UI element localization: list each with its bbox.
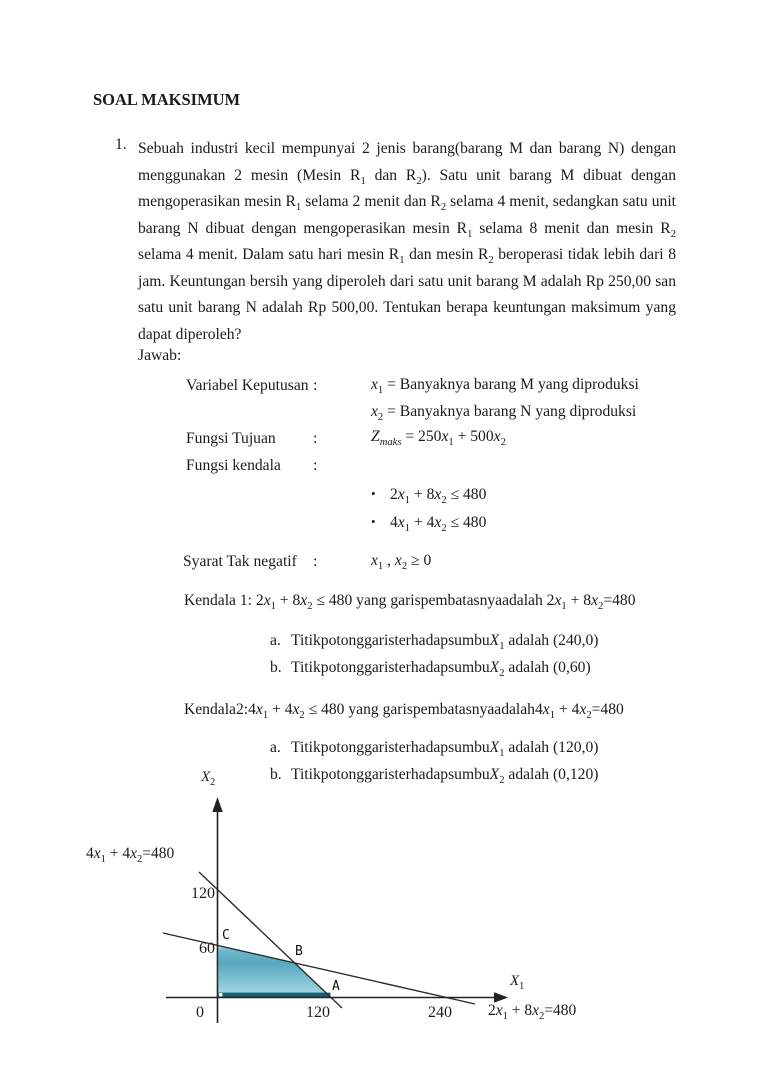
problem-line: selama 4 menit. Dalam satu hari mesin $R_1$ dan mesin $R_2$ beroperasi tidak lebih dari 8 (138, 246, 676, 267)
problem-line: mengoperasikan mesin $R_1$ selama 2 menit dan $R_2$ selama 4 menit, sedangkan satu unit (138, 193, 676, 214)
point-label-a: A (332, 979, 340, 994)
problem-line: barang N dibuat dengan mengoperasikan mesin $R_1$ selama 8 menit dan mesin $R_2$ (138, 219, 676, 240)
line-label-4x1-4x2: $4x_1 + 4x_2=480$ (86, 845, 175, 866)
problem-paragraph (138, 136, 676, 348)
problem-line: satu unit barang N adalah Rp 500,00. Tentukan berapa keuntungan maksimum yang (138, 299, 676, 317)
kendala1-item-b: TitikpotonggaristerhadapsumbuX$_2$ adalah (0,60) (291, 659, 591, 680)
constraint-bullet-1 (371, 486, 487, 507)
y-axis-arrow-icon (212, 797, 222, 812)
row-colon: : (313, 457, 318, 474)
x-tick-240: 240 (428, 1004, 452, 1021)
kendala1-item-a-marker: a. (270, 632, 281, 649)
kendala2-item-a: TitikpotonggaristerhadapsumbuX$_1$ adalah (120,0) (291, 739, 599, 760)
constraint-bullet-2 (371, 514, 487, 535)
kendala2-item-a-marker: a. (270, 739, 281, 756)
row-value-z: $Z_{maks} = 250x_1 + 500x_2$ (371, 428, 506, 449)
constraint-1: $2x_1 + 8x_2 \le 480$ (390, 486, 487, 507)
row-label-fungsi-kendala: Fungsi kendala (186, 457, 281, 474)
row-value-x1: $x_1$ = Banyaknya barang M yang diproduksi (371, 376, 639, 397)
problem-line: jam. Keuntungan bersih yang diperoleh dari satu unit barang M adalah Rp 250,00 san (138, 272, 676, 290)
constraint-2: $4x_1 + 4x_2 \le 480$ (390, 514, 487, 535)
row-colon: : (313, 553, 318, 570)
row-label-variabel: Variabel Keputusan (186, 377, 309, 394)
x-axis-label: $X_1$ (510, 973, 525, 992)
kendala2-item-b-marker: b. (270, 766, 282, 783)
row-colon: : (313, 430, 318, 447)
point-label-c: C (222, 928, 230, 943)
kendala1-item-a: TitikpotonggaristerhadapsumbuX$_1$ adalah (240,0) (291, 632, 599, 653)
row-label-fungsi-tujuan: Fungsi Tujuan (186, 430, 276, 447)
row-value-x2: $x_2$ = Banyaknya barang N yang diproduksi (371, 403, 637, 424)
row-colon: : (313, 377, 318, 394)
problem-line: Sebuah industri kecil mempunyai 2 jenis barang(barang M dan barang N) dengan (138, 140, 676, 157)
problem-line: menggunakan 2 mesin (Mesin $R_1$ dan $R_2$). Satu unit barang M dibuat dengan (138, 166, 676, 187)
kendala1-item-b-marker: b. (270, 659, 282, 676)
row-label-syarat: Syarat Tak negatif (183, 553, 297, 570)
x-tick-120: 120 (306, 1004, 330, 1021)
line-label-2x1-8x2: $2x_1 + 8x_2=480$ (488, 1002, 577, 1023)
kendala2-heading: $Kendala2:4x_1 + 4x_2 \le 480$ yang $garispembatasnyaadalah4x_1 + 4x_2=480$ (184, 701, 624, 722)
problem-line: dapat diperoleh? (138, 325, 242, 343)
problem-number: 1. (115, 136, 127, 153)
origin-notch (219, 993, 222, 996)
point-label-b: B (295, 944, 303, 959)
jawab-label: Jawab: (138, 347, 182, 364)
y-tick-120: 120 (191, 885, 215, 902)
row-value-nonneg: $x_1$ , $x_2 \ge 0$ (371, 552, 432, 573)
y-axis-label: $X_2$ (201, 769, 216, 788)
bullet-icon: • (371, 514, 376, 529)
lp-graph (0, 755, 768, 1087)
origin-tick: 0 (196, 1004, 204, 1021)
page-title: SOAL MAKSIMUM (93, 90, 241, 109)
feasible-region-base (218, 993, 330, 997)
y-tick-60: 60 (199, 940, 215, 957)
kendala1-heading: Kendala 1: $2x_1 + 8x_2 \le 480$ yang garispembatasnyaadalah $2x_1 + 8x_2=480$ (184, 592, 636, 613)
feasible-region (218, 946, 330, 997)
bullet-icon: • (371, 486, 376, 501)
kendala2-item-b: TitikpotonggaristerhadapsumbuX$_2$ adalah (0,120) (291, 766, 599, 787)
